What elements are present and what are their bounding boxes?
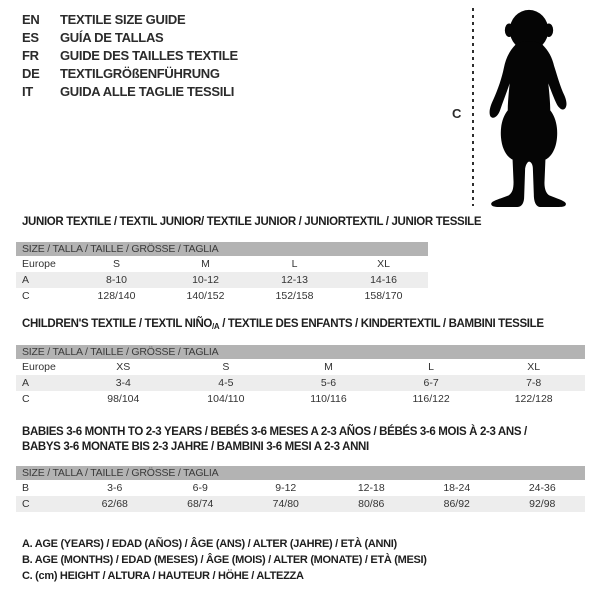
- table-row: [16, 359, 585, 375]
- height-label-c: C: [452, 106, 462, 121]
- size-cell: 152/158: [275, 290, 314, 302]
- size-cell: 10-12: [192, 274, 219, 286]
- table-row: [16, 256, 428, 272]
- children-size-table: [16, 345, 585, 407]
- size-cell: 4-5: [218, 377, 234, 389]
- babies-section-title-line2: BABYS 3-6 MONATE BIS 2-3 JAHRE / BAMBINI 3-6 MESI A 2-3 ANNI: [22, 441, 369, 453]
- size-cell: 86/92: [443, 498, 470, 510]
- size-cell: 62/68: [101, 498, 128, 510]
- size-cell: 6-7: [423, 377, 439, 389]
- table-row: [16, 288, 428, 304]
- language-code: EN: [22, 12, 40, 27]
- babies-size-table: [16, 466, 585, 512]
- language-code: FR: [22, 48, 39, 63]
- size-cell: 104/110: [207, 393, 245, 405]
- size-cell: 18-24: [443, 482, 471, 494]
- language-title: TEXTILGRÖßENFÜHRUNG: [60, 66, 220, 81]
- table-row: [16, 391, 585, 407]
- size-cell: M: [324, 361, 333, 373]
- size-cell: XL: [377, 258, 390, 270]
- babies-section-title-line1: BABIES 3-6 MONTH TO 2-3 YEARS / BEBÉS 3-6 MESES A 2-3 AÑOS / BÉBÉS 3-6 MOIS À 2-3 ANS /: [22, 426, 527, 438]
- size-cell: 110/116: [310, 393, 347, 405]
- junior-size-table: [16, 242, 428, 304]
- language-code: ES: [22, 30, 39, 45]
- baby-silhouette-icon: [480, 8, 578, 207]
- size-cell: 128/140: [97, 290, 136, 302]
- size-cell: XL: [527, 361, 541, 373]
- size-cell: 74/80: [272, 498, 299, 510]
- table-row: [16, 480, 585, 496]
- size-cell: 116/122: [412, 393, 450, 405]
- language-row-fr: [22, 47, 238, 65]
- footnote-b: B. AGE (MONTHS) / EDAD (MESES) / ÂGE (MOIS) / ALTER (MONATE) / ETÀ (MESI): [22, 554, 427, 566]
- size-cell: M: [201, 258, 210, 270]
- babies-section-title: [22, 425, 527, 455]
- footnote-a: A. AGE (YEARS) / EDAD (AÑOS) / ÂGE (ANS) / ALTER (JAHRE) / ETÀ (ANNI): [22, 538, 397, 550]
- size-cell: 80/86: [358, 498, 385, 510]
- children-title-sub: /A: [212, 322, 220, 331]
- size-cell: 12-18: [357, 482, 385, 494]
- row-label-cell: B: [22, 482, 30, 494]
- size-cell: 8-10: [105, 274, 127, 286]
- language-list: [22, 11, 238, 101]
- table-row: [16, 375, 585, 391]
- footnote-legend: [22, 536, 427, 584]
- table-row: [16, 496, 585, 512]
- junior-section-title: JUNIOR TEXTILE / TEXTIL JUNIOR/ TEXTILE JUNIOR / JUNIORTEXTIL / JUNIOR TESSILE: [22, 216, 482, 228]
- size-cell: 92/98: [529, 498, 556, 510]
- size-cell: XS: [116, 361, 131, 373]
- size-cell: 140/152: [186, 290, 225, 302]
- children-title-pre: CHILDREN'S TEXTILE / TEXTIL NIÑO: [22, 318, 213, 330]
- language-row-en: [22, 11, 238, 29]
- size-cell: 158/170: [364, 290, 403, 302]
- size-header-bar: SIZE / TALLA / TAILLE / GRÖSSE / TAGLIA: [16, 466, 585, 480]
- language-title: GUIDE DES TAILLES TEXTILE: [60, 48, 238, 63]
- language-title: GUÍA DE TALLAS: [60, 30, 164, 45]
- size-cell: 14-16: [370, 274, 397, 286]
- size-cell: 5-6: [320, 377, 337, 389]
- size-cell: 3-4: [115, 377, 131, 389]
- language-row-de: [22, 65, 238, 83]
- size-cell: 7-8: [526, 377, 542, 389]
- row-label-cell: Europe: [22, 258, 56, 270]
- row-label-cell: C: [22, 393, 30, 405]
- language-row-it: [22, 83, 238, 101]
- language-title: TEXTILE SIZE GUIDE: [60, 12, 186, 27]
- size-cell: 3-6: [107, 482, 123, 494]
- row-label-cell: C: [22, 498, 30, 510]
- size-cell: S: [112, 258, 120, 270]
- row-label-cell: A: [22, 377, 30, 389]
- size-cell: 9-12: [275, 482, 297, 494]
- language-code: DE: [22, 66, 40, 81]
- size-cell: 24-36: [528, 482, 556, 494]
- language-row-es: [22, 29, 238, 47]
- size-cell: 122/128: [514, 393, 553, 405]
- children-title-post: / TEXTILE DES ENFANTS / KINDERTEXTIL / BAMBINI TESSILE: [219, 318, 544, 330]
- size-cell: S: [222, 361, 230, 373]
- row-label-cell: Europe: [22, 361, 56, 373]
- row-label-cell: C: [22, 290, 30, 302]
- children-section-title: [22, 318, 544, 331]
- size-cell: 98/104: [107, 393, 140, 405]
- size-cell: L: [428, 361, 434, 373]
- size-cell: 6-9: [192, 482, 208, 494]
- language-code: IT: [22, 84, 33, 99]
- size-cell: L: [291, 258, 298, 270]
- size-header-bar: SIZE / TALLA / TAILLE / GRÖSSE / TAGLIA: [16, 345, 585, 359]
- size-header-bar: SIZE / TALLA / TAILLE / GRÖSSE / TAGLIA: [16, 242, 428, 256]
- language-title: GUIDA ALLE TAGLIE TESSILI: [60, 84, 235, 99]
- row-label-cell: A: [22, 274, 30, 286]
- table-row: [16, 272, 428, 288]
- size-cell: 68/74: [187, 498, 214, 510]
- size-cell: 12-13: [281, 274, 308, 286]
- footnote-c: C. (cm) HEIGHT / ALTURA / HAUTEUR / HÖHE / ALTEZZA: [22, 570, 304, 582]
- height-dotted-line: [472, 8, 474, 206]
